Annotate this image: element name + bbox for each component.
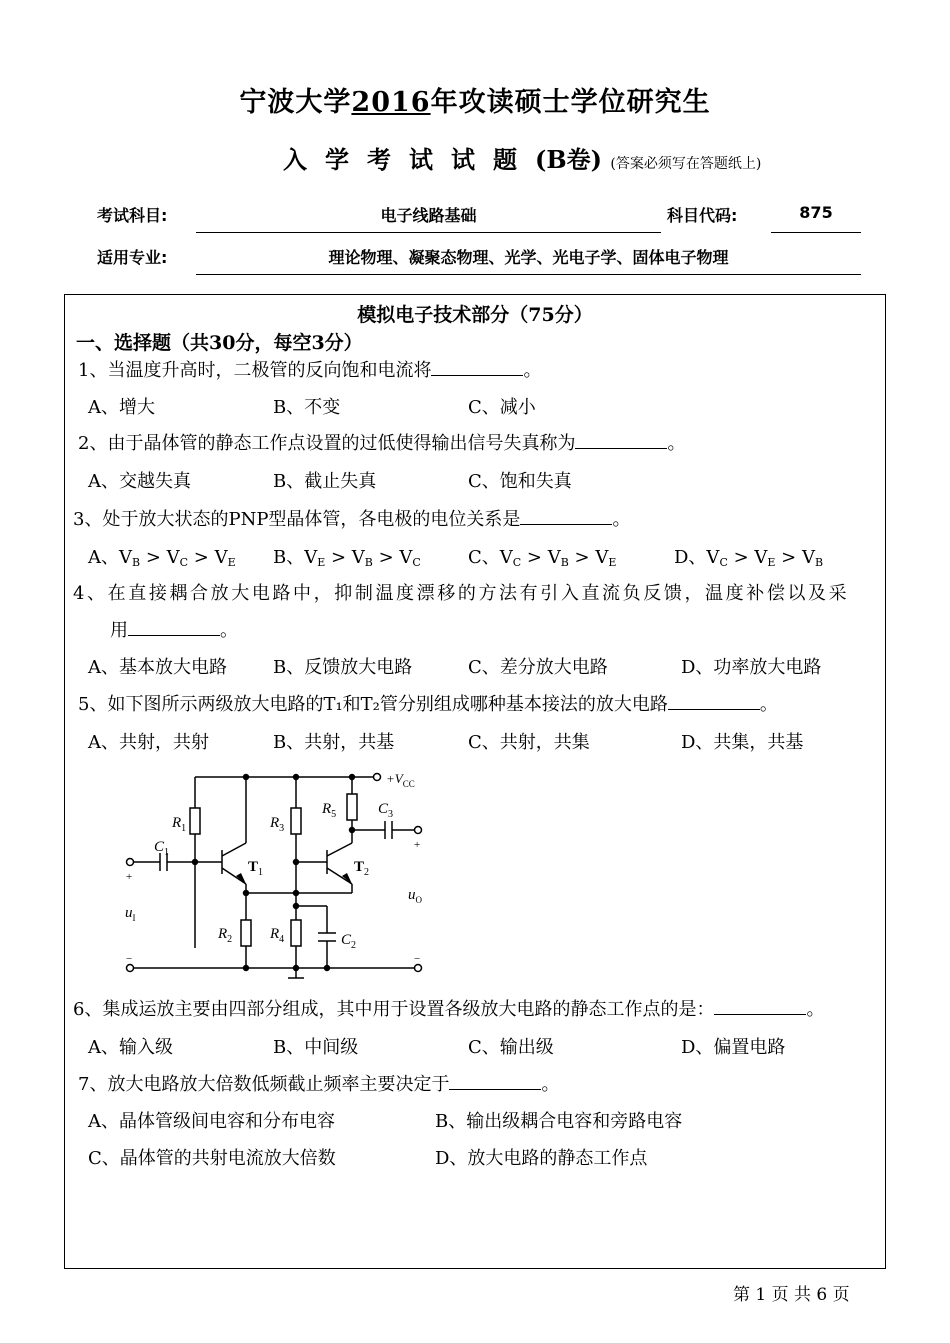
svg-text:C3: $C_3$ [378, 801, 394, 820]
page-number: 第 1 页 共 6 页 [733, 1285, 850, 1305]
q3-option-d: D、$V_C > V_E > V_B$ [674, 547, 824, 569]
input-minus: − [126, 953, 133, 965]
exam-subtitle: 入学考试试题(B卷) (答案必须写在答题纸上) [283, 145, 762, 174]
svg-text:T2: $T_2$ [354, 859, 370, 878]
q6-option-d: D、偏置电路 [681, 1037, 786, 1058]
q5-option-c: C、共射，共集 [468, 732, 590, 753]
q6-option-c: C、输出级 [468, 1037, 554, 1058]
q3-option-c: C、$V_C > V_B > V_E$ [468, 547, 617, 569]
q6-option-a: A、输入级 [88, 1037, 173, 1058]
uo-label: u [408, 887, 416, 903]
subject-underline [196, 232, 661, 233]
question-7: 7、放大电路放大倍数低频截止频率主要决定于 。 [78, 1074, 560, 1095]
q6-option-b: B、中间级 [273, 1037, 359, 1058]
q5-option-a: A、共射，共射 [88, 732, 209, 753]
q3-option-b: B、$V_E > V_B > V_C$ [273, 547, 421, 569]
svg-text:T1: $T_1$ [248, 859, 264, 878]
output-plus: + [414, 839, 421, 851]
subject-value: 电子线路基础 [380, 206, 477, 225]
q7-option-c: C、晶体管的共射电流放大倍数 [88, 1148, 336, 1169]
two-stage-amplifier-circuit [115, 765, 435, 985]
q3-option-a: A、$V_B > V_C > V_E$ [88, 547, 236, 569]
r2-label: R [218, 926, 228, 942]
major-label: 适用专业: [97, 248, 168, 267]
q5-option-d: D、共集，共基 [681, 732, 804, 753]
q2-option-a: A、交越失真 [88, 471, 191, 492]
c3-label: C [378, 801, 389, 817]
answer-blank[interactable] [575, 432, 667, 449]
major-underline [196, 274, 861, 275]
q4-option-b: B、反馈放大电路 [273, 657, 413, 678]
question-1: 1、当温度升高时，二极管的反向饱和电流将 。 [78, 360, 542, 381]
svg-text:R4: $R_4$ [270, 926, 285, 945]
section-title: 模拟电子技术部分（75分） [357, 304, 593, 326]
vcc-label: +V [386, 771, 403, 786]
answer-blank[interactable] [714, 998, 806, 1015]
svg-text:uO: $u_O$ [408, 887, 422, 905]
q7-option-a: A、晶体管级间电容和分布电容 [88, 1111, 335, 1132]
code-label: 科目代码: [667, 206, 738, 225]
svg-text:C1: $C_1$ [154, 839, 170, 858]
exam-title: 宁波大学2016年攻读硕士学位研究生 [239, 87, 711, 118]
question-4-line1: 4、在直接耦合放大电路中，抑制温度漂移的方法有引入直流负反馈，温度补偿以及采 [73, 583, 850, 604]
answer-blank[interactable] [128, 619, 220, 636]
svg-text:R5: $R_5$ [322, 801, 337, 820]
answer-blank[interactable] [668, 693, 760, 710]
question-5: 5、如下图所示两级放大电路的T₁和T₂管分别组成哪种基本接法的放大电路 。 [78, 694, 778, 715]
q7-option-d: D、放大电路的静态工作点 [435, 1148, 648, 1169]
t2-label: T [354, 859, 365, 875]
q1-option-c: C、减小 [468, 397, 536, 418]
code-underline [771, 232, 861, 233]
q1-option-b: B、不变 [273, 397, 341, 418]
subject-label: 考试科目: [97, 206, 168, 225]
answer-blank[interactable] [449, 1073, 541, 1090]
r5-label: R [322, 801, 332, 817]
input-plus: + [126, 871, 133, 883]
q7-option-b: B、输出级耦合电容和旁路电容 [435, 1111, 683, 1132]
r3-label: R [270, 815, 280, 831]
major-value: 理论物理、凝聚态物理、光学、光电子学、固体电子物理 [328, 248, 729, 267]
r4-label: R [270, 926, 280, 942]
q4-option-a: A、基本放大电路 [88, 657, 227, 678]
svg-text:C2: $C_2$ [341, 932, 357, 951]
svg-text:R3: $R_3$ [270, 815, 285, 834]
code-value: 875 [799, 203, 833, 222]
question-2: 2、由于晶体管的静态工作点设置的过低使得输出信号失真称为 。 [78, 433, 686, 454]
output-minus: − [414, 953, 421, 965]
part-title: 一、选择题（共30分，每空3分） [76, 332, 363, 354]
r1-label: R [172, 815, 182, 831]
svg-text:+VCC: $+V_{CC}$ [386, 771, 415, 789]
question-3: 3、处于放大状态的PNP型晶体管，各电极的电位关系是 。 [73, 509, 631, 530]
question-4-line2: 用 。 [110, 620, 238, 641]
q5-option-b: B、共射，共基 [273, 732, 395, 753]
t1-label: T [248, 859, 259, 875]
q2-option-b: B、截止失真 [273, 471, 377, 492]
q4-option-d: D、功率放大电路 [681, 657, 822, 678]
c2-label: C [341, 932, 352, 948]
svg-text:uI: $u_I$ [125, 905, 136, 923]
q4-option-c: C、差分放大电路 [468, 657, 608, 678]
svg-text:R2: $R_2$ [218, 926, 233, 945]
svg-text:R1: $R_1$ [172, 815, 187, 834]
q2-option-c: C、饱和失真 [468, 471, 572, 492]
answer-blank[interactable] [431, 359, 523, 376]
answer-blank[interactable] [520, 508, 612, 525]
ui-label: u [125, 905, 133, 921]
c1-label: C [154, 839, 165, 855]
question-6: 6、集成运放主要由四部分组成，其中用于设置各级放大电路的静态工作点的是： 。 [73, 999, 825, 1020]
q1-option-a: A、增大 [88, 397, 155, 418]
